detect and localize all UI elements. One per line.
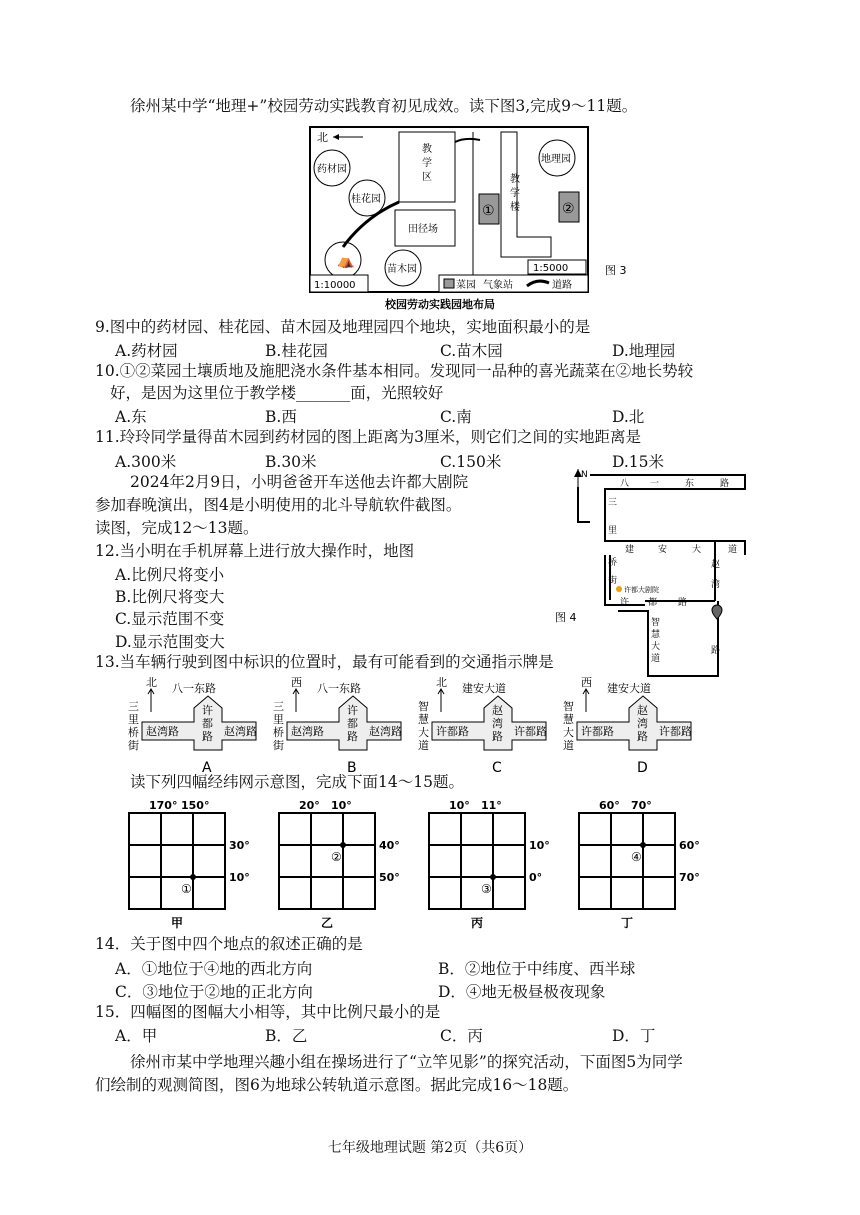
sign-left-road: 赵湾路 [146,725,179,738]
intro4-line1: 徐州市某中学地理兴趣小组在操场进行了“立竿见影”的探究活动，下面图5为同学 [130,1053,683,1071]
grid-乙 [279,799,400,930]
intro4-line2: 们绘制的观测简图，图6为地球公转轨道示意图。据此完成16～18题。 [95,1076,579,1094]
sign-right-road: 许都路 [514,725,547,738]
jianan-4: 道 [728,545,738,555]
fig4-label: 图 4 [555,611,577,624]
page-footer: 七年级地理试题 第2页（共6页） [327,1140,533,1156]
grid-right-1: 10° [529,839,550,852]
q10-stem-2: 好，是因为这里位于教学楼_______面，光照较好 [110,384,444,402]
north-arrow-icon [148,689,154,712]
sanli-2: 里 [608,526,618,536]
sign-side-char: 道 [563,739,574,752]
grid-top-2: 10° [331,799,352,812]
sign-side-char: 慧 [563,713,574,726]
theater-label: 许都大剧院 [624,586,659,594]
sign-mid-char: 路 [637,730,648,743]
north-arrow-icon [293,689,299,712]
sign-letter: A [202,760,212,776]
miaomu-label: 苗木园 [387,264,417,275]
q14-option-c: C．③地位于②地的正北方向 [115,983,313,1001]
q10-option-d: D.北 [612,408,645,426]
grid-name: 乙 [321,916,334,930]
intro2-line2: 参加春晚演出，图4是小明使用的北斗导航软件截图。 [95,496,462,514]
q9-option-b: B.桂花园 [265,342,328,360]
sign-B [273,676,402,776]
legend-weather: 气象站 [483,280,513,291]
grid-top-2: 11° [481,799,502,812]
garden-2-label: ② [562,201,575,217]
q13-stem: 13.当车辆行驶到图中标识的位置时，最有可能看到的交通指示牌是 [95,653,554,671]
xudu-1: 许 [620,598,630,608]
grid-top-2: 70° [631,799,652,812]
q10-option-a: A.东 [115,408,147,426]
sign-top-road: 八一东路 [317,682,361,695]
grid-name: 丙 [471,916,484,930]
sign-right-road: 赵湾路 [224,725,257,738]
bayi-1: 八 [620,479,630,489]
sign-right-road: 许都路 [659,725,692,738]
sanli-4: 街 [608,576,618,586]
sign-dir: 北 [436,676,447,689]
zhihui-3: 大 [651,642,661,652]
sanli-3: 桥 [608,558,618,568]
grid-top-1: 10° [449,799,470,812]
q12-option-c: C.显示范围不变 [115,610,225,628]
bayi-4: 路 [720,479,730,489]
north-label: 北 [317,131,328,144]
sign-mid-char: 湾 [637,717,648,730]
fig4-north-label: N [581,470,588,480]
sign-left-road: 赵湾路 [291,725,324,738]
intro2-line1: 2024年2月9日，小明爸爸开车送他去许都大剧院 [130,473,469,491]
q10-stem-1: 10.①②菜园土壤质地及施肥浇水条件基本相同。发现同一品种的喜光蔬菜在②地长势较 [95,362,694,380]
q14-option-a: A．①地位于④地的西北方向 [115,960,313,978]
grid-甲 [129,799,250,930]
q14-option-b: B．②地位于中纬度、西半球 [438,960,636,978]
guihua-label: 桂花园 [351,194,381,205]
q15-stem: 15．四幅图的图幅大小相等，其中比例尺最小的是 [95,1003,441,1021]
intro3-text: 读下列四幅经纬网示意图，完成下面14～15题。 [130,773,464,791]
sign-board [577,696,691,750]
grid-point [190,874,196,880]
xudu-2: 都 [648,598,658,608]
zhaowan-2: 湾 [711,580,721,590]
traffic-signs [120,674,700,779]
grid-top-2: 150° [181,799,210,812]
jxq-2: 学 [422,158,432,169]
sign-right-road: 赵湾路 [369,725,402,738]
sign-A [128,676,257,776]
grid-right-2: 0° [529,871,543,884]
q15-option-d: D．丁 [612,1027,656,1045]
scale-right: 1:5000 [533,263,569,274]
q12-stem: 12.当小明在手机屏幕上进行放大操作时，地图 [95,542,415,560]
sign-side-char: 桥 [273,726,284,739]
q11-option-c: C.150米 [440,453,502,471]
q11-option-d: D.15米 [612,453,665,471]
jxl-3: 楼 [510,202,520,213]
north-arrow-icon [583,689,589,712]
sign-mid-char: 路 [492,730,503,743]
grid-mark: ④ [631,850,642,864]
sign-side-char: 里 [128,713,139,726]
fig3-label: 图 3 [605,264,627,277]
yaocai-label: 药材园 [317,164,347,175]
weather-station-icon: ⛺ [337,253,355,269]
q9-option-d: D.地理园 [612,342,676,360]
jxl-2: 学 [510,188,520,199]
jxl-1: 教 [510,174,520,185]
grid-mark: ① [181,882,192,896]
sign-top-road: 建安大道 [462,682,506,695]
tianjing-label: 田径场 [408,224,438,235]
q11-option-a: A.300米 [115,453,177,471]
grid-right-2: 10° [229,871,250,884]
q14-option-d: D．④地无极昼极夜现象 [438,983,606,1001]
sign-side-char: 道 [418,739,429,752]
sign-C [418,676,547,776]
sign-side-char: 智 [418,700,429,713]
zhihui-1: 智 [651,618,661,628]
q9-option-c: C.苗木园 [440,342,503,360]
grid-point [640,842,646,848]
zhaowan-3: 路 [711,646,721,656]
sign-side-char: 里 [273,713,284,726]
sign-side-char: 桥 [128,726,139,739]
north-arrow-icon [438,689,444,712]
q9-stem: 9.图中的药材园、桂花园、苗木园及地理园四个地块，实地面积最小的是 [95,318,591,336]
grid-right-1: 60° [679,839,700,852]
sign-mid-char: 许 [347,704,358,717]
sign-top-road: 建安大道 [607,682,651,695]
grid-name: 甲 [171,916,184,930]
sign-mid-char: 路 [347,730,358,743]
sign-left-road: 许都路 [436,725,469,738]
sign-mid-char: 湾 [492,717,503,730]
sign-side-char: 智 [563,700,574,713]
sign-D [563,676,692,776]
sign-letter: B [347,760,357,776]
sign-side-char: 慧 [418,713,429,726]
grid-name: 丁 [621,916,634,930]
intro-text: 徐州某中学“地理+”校园劳动实践教育初见成效。读下图3,完成9～11题。 [130,97,638,115]
sign-mid-char: 都 [347,717,358,730]
sign-side-char: 大 [418,726,429,739]
grid-top-1: 20° [299,799,320,812]
bayi-2: 一 [650,479,660,489]
sign-mid-char: 路 [202,730,213,743]
latlong-grids [115,795,715,935]
grid-top-1: 60° [599,799,620,812]
jxq-3: 区 [422,172,432,183]
sign-top-road: 八一东路 [172,682,216,695]
jianan-2: 安 [658,545,668,555]
sign-side-char: 街 [273,739,284,752]
sign-side-char: 街 [128,739,139,752]
sign-left-road: 许都路 [581,725,614,738]
sign-side-char: 三 [128,700,139,713]
q10-option-c: C.南 [440,408,472,426]
sign-side-char: 大 [563,726,574,739]
legend-veg: 菜园 [456,280,476,291]
legend-road: 道路 [552,280,572,291]
q15-option-c: C．丙 [440,1027,483,1045]
sign-letter: C [492,760,502,776]
grid-right-1: 30° [229,839,250,852]
grid-point [340,842,346,848]
sign-letter: D [637,760,648,776]
fig3-caption: 校园劳动实践园地布局 [385,298,495,311]
grid-point [490,874,496,880]
figure-4-navigation-map [550,465,750,685]
grid-right-2: 70° [679,871,700,884]
q12-option-b: B.比例尺将变大 [115,588,225,606]
q11-stem: 11.玲玲同学量得苗木园到药材园的图上距离为3厘米，则它们之间的实地距离是 [95,428,642,446]
q9-option-a: A.药材园 [115,342,178,360]
sanli-1: 三 [608,498,618,508]
q15-option-a: A．甲 [115,1027,158,1045]
sign-dir: 西 [291,676,302,689]
sign-board [287,696,401,750]
garden-1-label: ① [482,203,495,219]
grid-丙 [429,799,550,930]
scale-left: 1:10000 [314,280,356,291]
sign-dir: 西 [581,676,592,689]
bayi-3: 东 [685,479,695,489]
q12-option-a: A.比例尺将变小 [115,566,225,584]
grid-丁 [579,799,700,930]
jianan-3: 大 [692,545,702,555]
grid-top-1: 170° [149,799,178,812]
intro2-line3: 读图，完成12～13题。 [95,519,259,537]
sign-dir: 北 [146,676,157,689]
zhaowan-1: 赵 [711,560,721,570]
sign-mid-char: 赵 [637,704,648,717]
jianan-1: 建 [625,545,635,555]
location-pin-icon [712,605,722,619]
q11-option-b: B.30米 [265,453,317,471]
zhihui-2: 慧 [651,630,661,640]
grid-mark: ③ [481,882,492,896]
q12-option-d: D.显示范围变大 [115,633,225,651]
sign-mid-char: 赵 [492,704,503,717]
grid-right-1: 40° [379,839,400,852]
sign-mid-char: 都 [202,717,213,730]
dili-label: 地理园 [541,154,571,165]
q10-option-b: B.西 [265,408,297,426]
sign-board [142,696,256,750]
figure-3-campus-map [305,122,650,317]
jxq-1: 教 [422,144,432,155]
sign-board [432,696,546,750]
grid-right-2: 50° [379,871,400,884]
grid-mark: ② [331,850,342,864]
q14-stem: 14．关于图中四个地点的叙述正确的是 [95,935,363,953]
sign-mid-char: 许 [202,704,213,717]
q15-option-b: B．乙 [265,1027,308,1045]
zhihui-4: 道 [651,654,661,664]
xudu-3: 路 [678,598,688,608]
sign-side-char: 三 [273,700,284,713]
